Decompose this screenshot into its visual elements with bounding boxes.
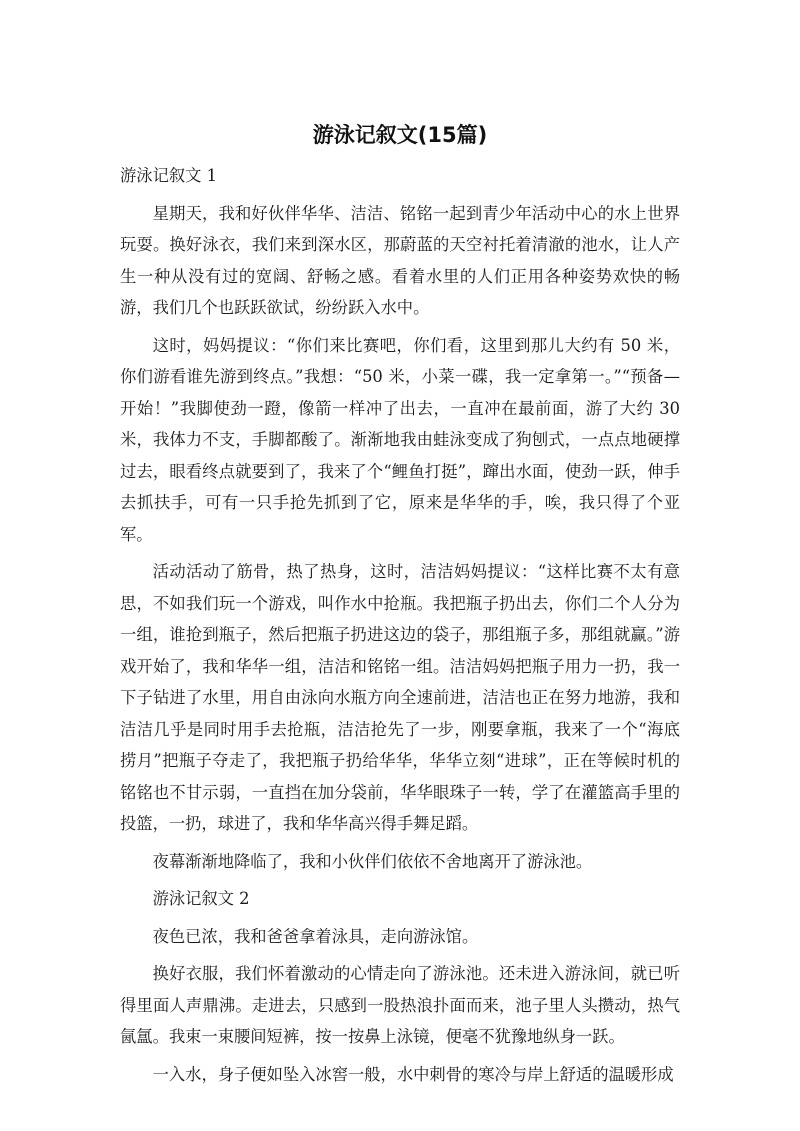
paragraph-2-3: 一入水，身子便如坠入冰窖一般，水中刺骨的寒冷与岸上舒适的温暖形成 bbox=[152, 1064, 674, 1084]
document-body bbox=[120, 160, 680, 1096]
section-heading-1: 游泳记叙文 1 bbox=[120, 166, 217, 185]
paragraph-1-1: 星期天，我和好伙伴华华、洁洁、铭铭一起到青少年活动中心的水上世界玩耍。换好泳衣，我们来到深水区，那蔚蓝的天空衬托着清澈的池水，让人产生一种从没有过的宽阔、舒畅之感。看着水里的人们正用各种姿势欢快的畅游，我们几个也跃跃欲试，纷纷跃入水中。 bbox=[120, 203, 680, 317]
paragraph-1-4: 夜幕渐渐地降临了，我和小伙伴们依依不舍地离开了游泳池。 bbox=[152, 851, 593, 871]
section-heading-2: 游泳记叙文 2 bbox=[152, 889, 250, 908]
paragraph-1-3: 活动活动了筋骨，热了热身，这时，洁洁妈妈提议：“这样比赛不太有意思，不如我们玩一个游戏，叫作水中抢瓶。我把瓶子扔出去，你们二个人分为一组，谁抢到瓶子，然后把瓶子扔进这边的袋子，那组瓶子多，那组就赢。”游戏开始了，我和华华一组，洁洁和铭铭一组。洁洁妈妈把瓶子用力一扔，我一下子钻进了水里，用自由泳向水瓶方向全速前进，洁洁也正在努力地游，我和洁洁几乎是同时用手去抢瓶，洁洁抢先了一步，刚要拿瓶，我来了一个“海底捞月”把瓶子夺走了，我把瓶子扔给华华，华华立刻“进球”，正在等候时机的铭铭也不甘示弱，一直挡在加分袋前，华华眼珠子一转，学了在灌篮高手里的投篮，一扔，球进了，我和华华高兴得手舞足蹈。 bbox=[120, 562, 680, 833]
paragraph-2-2: 换好衣服，我们怀着激动的心情走向了游泳池。还未进入游泳间，就已听得里面人声鼎沸。走进去，只感到一股热浪扑面而来，池子里人头攒动，热气氤氲。我束一束腰间短裤，按一按鼻上泳镜，便毫不犹豫地纵身一跃。 bbox=[120, 964, 680, 1046]
paragraph-1-2: 这时，妈妈提议：“你们来比赛吧，你们看，这里到那儿大约有 50 米，你们游看谁先游到终点。”我想：“50 米，小菜一碟，我一定拿第一。”“预备—开始！”我脚使劲一蹬，像箭一样冲了出去，一直冲在最前面，游了大约 30 米，我体力不支，手脚都酸了。渐渐地我由蛙泳变成了狗刨式，一点点地硬撑过去，眼看终点就要到了，我来了个“鲤鱼打挺”，蹿出水面，使劲一跃，伸手去抓扶手，可有一只手抢先抓到了它，原来是华华的手，唉，我只得了个亚军。 bbox=[120, 335, 680, 544]
document-title: 游泳记叙文(15篇) bbox=[312, 123, 488, 147]
paragraph-2-1: 夜色已浓，我和爸爸拿着泳具，走向游泳馆。 bbox=[152, 926, 479, 946]
